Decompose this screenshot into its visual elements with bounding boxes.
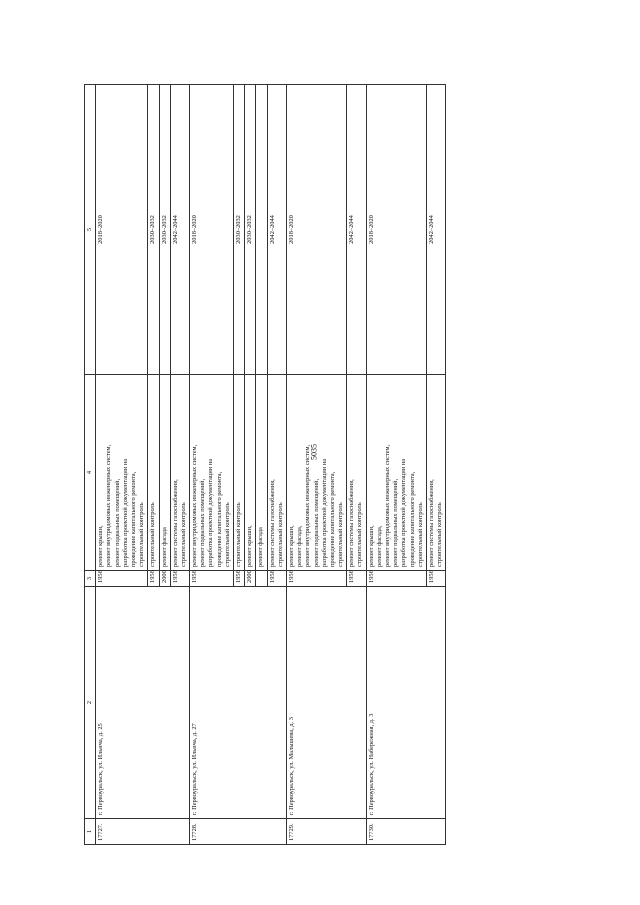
period-cell: 2018–2020 [286,85,346,375]
page-number: 5035 [309,444,319,460]
repair-schedule-table [84,84,446,845]
period-cell: 2030–2032 [148,85,159,375]
build-year-cell: 1956 [170,571,189,587]
work-type-cell: ремонт крыши, [245,375,256,571]
header-row [85,85,96,845]
build-year-cell: 2000 [245,571,256,587]
work-type-cell: ремонт фасада [256,375,267,571]
work-type-cell: ремонт фасада [159,375,170,571]
build-year-cell: 1956 [148,571,159,587]
build-year-cell: 1956 [426,571,445,587]
record-number: 17728. [190,819,287,845]
table-body [96,85,446,845]
period-cell: 2030–2032 [245,85,256,375]
period-cell: 2030–2032 [159,85,170,375]
record-address: г. Первоуральск, ул. Набережная, д. 3 [366,587,446,819]
header-cell-5: 5 [85,85,96,375]
record-address: г. Первоуральск, ул. Малышева, д. 3 [286,587,366,819]
build-year-cell [256,571,267,587]
period-cell: 2042–2044 [426,85,445,375]
record-number: 17730. [366,819,446,845]
record-address: г. Первоуральск, ул. Ильича, д. 25 [96,587,190,819]
build-year-cell: 1956 [267,571,286,587]
work-type-cell: ремонт внутридомовых инженерных систем, ремонт подвальных помещений, разработка проектной документации на проведение капитального ремонта, строительный контроль [190,375,234,571]
rotated-table-container [84,85,578,845]
work-type-cell: ремонт системы газоснабжения, строительный контроль [426,375,445,571]
table-row [286,85,346,845]
record-number: 17729. [286,819,366,845]
build-year-cell: 1956 [286,571,346,587]
header-cell-3: 3 [85,571,96,587]
build-year-cell: 1956 [347,571,366,587]
period-cell: 2042–2044 [170,85,189,375]
build-year-cell: 1956 [234,571,245,587]
work-type-cell: ремонт системы газоснабжения, строительный контроль [170,375,189,571]
work-type-cell: ремонт крыши, ремонт фасада, ремонт внутридомовых инженерных систем, ремонт подвальных помещений, разработка проектной документации на проведение капитального ремонта, строительный контроль [366,375,426,571]
build-year-cell: 2000 [159,571,170,587]
period-cell [256,85,267,375]
table-row [190,85,234,845]
table-row [96,85,148,845]
period-cell: 2018–2020 [190,85,234,375]
work-type-cell: ремонт системы газоснабжения, строительный контроль [347,375,366,571]
build-year-cell: 1956 [366,571,426,587]
build-year-cell: 1956 [190,571,234,587]
work-type-cell: ремонт крыши, ремонт внутридомовых инженерных систем, ремонт подвальных помещений, разработка проектной документации на проведение капитального ремонта, строительный контроль [96,375,148,571]
period-cell: 2042–2044 [267,85,286,375]
work-type-cell: строительный контроль [234,375,245,571]
period-cell: 2030–2032 [234,85,245,375]
header-cell-4: 4 [85,375,96,571]
period-cell: 2018–2020 [366,85,426,375]
header-cell-1: 1 [85,819,96,845]
record-number: 17727. [96,819,190,845]
period-cell: 2018–2020 [96,85,148,375]
work-type-cell: ремонт системы газоснабжения, строительный контроль [267,375,286,571]
header-cell-2: 2 [85,587,96,819]
record-address: г. Первоуральск, ул. Ильича, д. 27 [190,587,287,819]
build-year-cell: 1956 [96,571,148,587]
table-row [366,85,426,845]
work-type-cell: строительный контроль [148,375,159,571]
period-cell: 2042–2044 [347,85,366,375]
work-type-cell: ремонт крыши, ремонт фасада, ремонт внутридомовых инженерных систем, ремонт подвальных помещений, разработка проектной документации на проведение капитального ремонта, строительный контроль [286,375,346,571]
